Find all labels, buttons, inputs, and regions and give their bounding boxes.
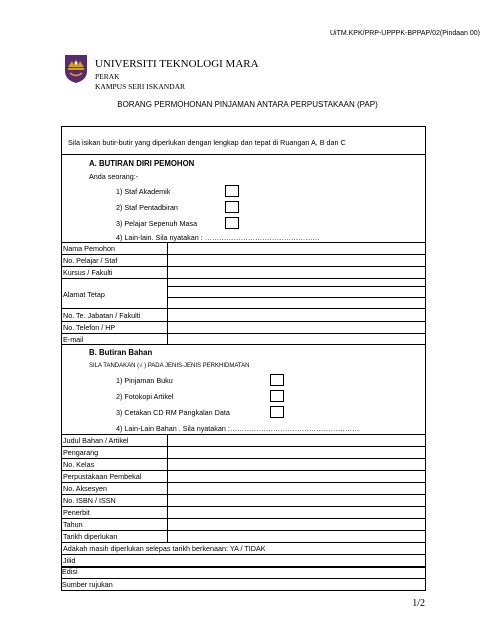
service-checkbox-2[interactable] — [270, 390, 284, 402]
field-label-pengarang: Pengarang — [63, 448, 99, 457]
field-label-no-pelajar: No. Pelajar / Staf — [63, 256, 118, 265]
university-state: PERAK — [95, 72, 120, 81]
applicant-option-3: 3) Pelajar Sepenuh Masa — [116, 219, 198, 228]
university-campus: KAMPUS SERI ISKANDAR — [95, 82, 186, 91]
section-b-instruction: SILA TANDAKAN (√ ) PADA JENIS-JENIS PERKHIDMATAN — [89, 363, 250, 369]
field-label-no-kelas: No. Kelas — [63, 460, 95, 469]
section-a-title: A. BUTIRAN DIRI PEMOHON — [89, 159, 195, 168]
field-label-nama-pemohon: Nama Pemohon — [63, 244, 115, 253]
applicant-option-1: 1) Staf Akademik — [116, 187, 171, 196]
page-number: 1/2 — [412, 598, 425, 609]
field-label-email: E-mail — [63, 335, 84, 344]
applicant-checkbox-3[interactable] — [225, 217, 239, 229]
field-label-telefon: No. Telefon / HP — [63, 323, 116, 332]
service-checkbox-1[interactable] — [270, 374, 284, 386]
applicant-checkbox-2[interactable] — [225, 201, 239, 213]
service-option-3: 3) Cetakan CD RM Pangkalan Data — [116, 408, 230, 417]
form-title: BORANG PERMOHONAN PINJAMAN ANTARA PERPUSTAKAAN (PAP) — [117, 100, 378, 109]
field-label-masih-diperlukan: Adakah masih diperlukan selepas tarikh berkenaan: YA / TIDAK — [63, 544, 266, 553]
service-option-4: 4) Lain-Lain Bahan . Sila nyatakan :……………………………………………… — [116, 424, 360, 433]
field-label-alamat: Alamat Tetap — [63, 290, 105, 299]
field-label-perpustakaan: Perpustakaan Pembekal — [63, 472, 142, 481]
service-option-1: 1) Pinjaman Buku — [116, 376, 173, 385]
field-label-edisi: Edisi — [62, 567, 78, 576]
applicant-checkbox-1[interactable] — [225, 185, 239, 197]
field-label-jilid: Jilid — [63, 556, 76, 565]
uitm-crest-icon — [64, 54, 88, 84]
form-frame — [61, 126, 426, 568]
field-label-tel-jabatan: No. Te. Jabatan / Fakulti — [63, 311, 141, 320]
field-label-judul: Judul Bahan / Artikel — [63, 436, 129, 445]
service-checkbox-3[interactable] — [270, 406, 284, 418]
section-a-prompt: Anda seorang:- — [89, 172, 139, 181]
applicant-option-4: 4) Lain-lain. Sila nyatakan : ………………………………………… — [116, 233, 320, 242]
field-label-sumber: Sumber rujukan — [62, 580, 113, 589]
document-code: UiTM.KPK/PRP-UPPPK-BPPAP/02(Pindaan 00) — [329, 30, 480, 37]
field-label-tahun: Tahun — [63, 520, 83, 529]
section-b-title: B. Butiran Bahan — [89, 348, 153, 357]
field-label-tarikh: Tarikh diperlukan — [63, 532, 118, 541]
university-name: UNIVERSITI TEKNOLOGI MARA — [95, 58, 259, 70]
form-instruction: Sila isikan butir-butir yang diperlukan dengan lengkap dan tepat di Ruangan A, B dan C — [68, 138, 346, 147]
field-label-kursus: Kursus / Fakulti — [63, 268, 113, 277]
field-label-aksesyen: No. Aksesyen — [63, 484, 107, 493]
field-label-isbn: No. ISBN / ISSN — [63, 496, 116, 505]
applicant-option-2: 2) Staf Pentadbiran — [116, 203, 178, 212]
service-option-2: 2) Fotokopi Artikel — [116, 392, 174, 401]
field-label-penerbit: Penerbit — [63, 508, 90, 517]
